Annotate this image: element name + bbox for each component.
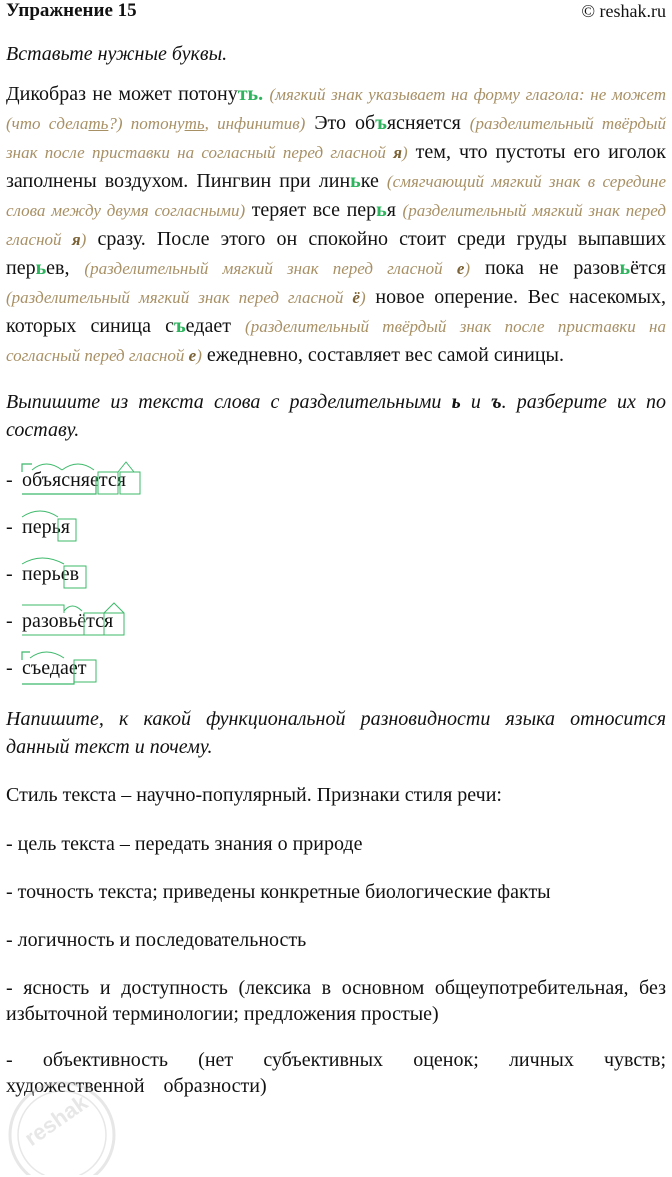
word: перья [22,516,70,538]
word: перьев [22,563,80,585]
inserted-letter: ть [237,83,259,105]
text-fragment: сразу. После этого он спокойно стоит среди груды выпавших пер [6,228,667,279]
word: объясняется [22,469,126,491]
text-fragment: . [258,83,264,105]
morpheme-marks [6,644,106,688]
inserted-letter: ь [376,199,387,221]
morpheme-marks [6,456,146,500]
note-5: (разделительный мягкий знак перед гласной е) [84,259,471,278]
note-3: (смягчающий мягкий знак в середине слова между двумя согласными) [6,172,667,220]
feature-item: - объективность (нет субъективных оценок; личных чувств; художественной образности) [6,1049,666,1097]
site-credit: © reshak.ru [581,1,666,21]
page-header [6,0,666,26]
task-2-instruction: Выпишите из текста слова с разделительными ь и ъ. разберите их по составу. [6,391,667,441]
note-6: (разделительный мягкий знак перед гласной ё) [6,288,366,307]
text-fragment: ётся [630,257,666,279]
task-1-instruction: Вставьте нужные буквы. [6,43,228,65]
inserted-letter: ъ [375,112,387,134]
list-item: - объясняется [6,466,666,513]
note-4: (разделительный мягкий знак перед гласной я) [6,201,667,249]
word: разовьётся [22,610,114,632]
feature-item: - точность текста; приведены конкретные биологические факты [6,881,551,903]
text-fragment: едает [185,315,231,337]
word: съедает [22,657,87,679]
text-fragment: ясняется [386,112,461,134]
exercise-title: Упражнение 15 [6,0,137,21]
feature-item: - цель текста – передать знания о природе [6,833,363,855]
inserted-letter: ъ [173,315,186,337]
inserted-letter: ь [350,170,361,192]
text-fragment: Это об [314,112,376,134]
inserted-letter: ь [35,257,47,279]
note-1: (мягкий знак указывает на форму глагола: не может (что сделать?) потонуть, инфинитив) [6,85,666,133]
text-fragment: ке [360,170,379,192]
style-answer: Стиль текста – научно-популярный. Признаки стиля речи: [6,784,502,806]
list-item: - перьев [6,560,666,607]
inserted-letter: ь [619,257,631,279]
morpheme-marks [6,550,96,594]
feature-item: - логичность и последовательность [6,929,307,951]
task-3-instruction: Напишите, к какой функциональной разновидности языка относится данный текст и почему. [6,708,666,758]
morpheme-word-list [6,466,666,701]
text-fragment: ежедневно, составляет вес самой синицы. [206,344,564,366]
morpheme-marks [6,597,136,641]
list-item: - перья [6,513,666,560]
text-fragment: тем, что пустоты его иголок заполнены воздухом. Пингвин при лин [6,141,667,192]
morpheme-marks [6,503,86,547]
style-features [6,831,666,1099]
svg-text:reshak: reshak [19,1089,93,1151]
text-fragment: я [386,199,396,221]
main-text [6,80,666,370]
note-2: (разделительный твёрдый знак после приставки на согласный перед гласной я) [6,114,667,162]
text-fragment: новое оперение. Вес насекомых, которых синица с [6,286,667,337]
feature-item: - ясность и доступность (лексика в основном общеупотребительная, без избыточной терминологии; предложения простые) [6,977,666,1025]
text-fragment: Дикобраз не может потону [6,83,238,105]
text-fragment: ев, [46,257,70,279]
note-7: (разделительный твёрдый знак после приставки на согласный перед гласной е) [6,317,666,365]
text-fragment: пока не разов [484,257,620,279]
text-fragment: теряет все пер [251,199,377,221]
list-item: - разовьётся [6,607,666,654]
list-item: - съедает [6,654,666,701]
